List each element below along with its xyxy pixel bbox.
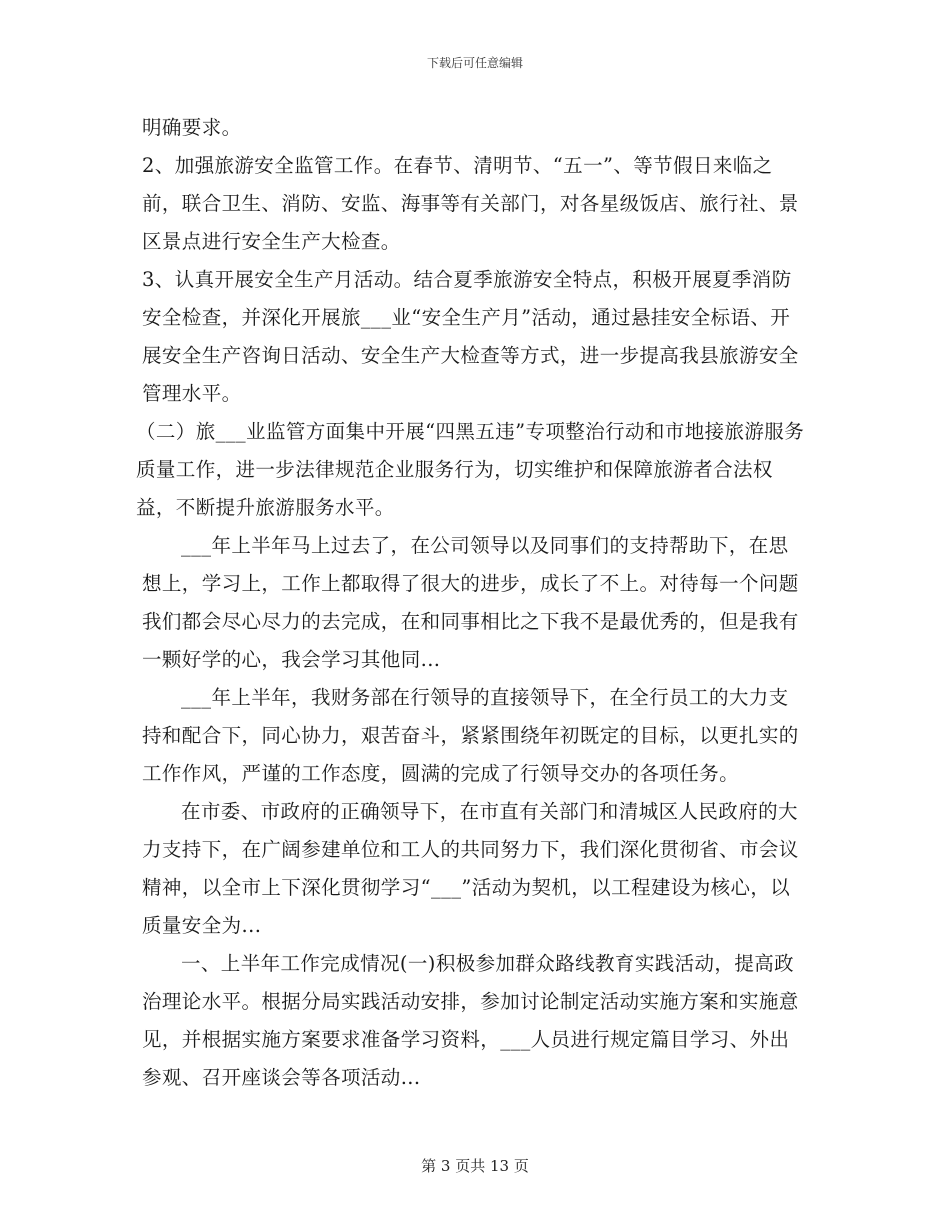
paragraph-continuation: 明确要求。	[142, 116, 242, 139]
paragraph-section-2: （二）旅___业监管方面集中开展“四黑五违”专项整治行动和市地接旅游服务质量工作，进一步法律规范企业服务行为，切实维护和保障旅游者合法权益，不断提升旅游服务水平。	[136, 420, 805, 519]
paragraph-work-completion: 一、上半年工作完成情况(一)积极参加群众路线教育实践活动，提高政治理论水平。根据分局实践活动安排，参加讨论制定活动实施方案和实施意见，并根据实施方案要求准备学习资料，___人员进行规定篇目学习、外出参观、召开座谈会等各项活动...	[142, 952, 799, 1089]
page-footer: 第 3 页共 13 页	[421, 1157, 529, 1175]
paragraph-item-2: 2、加强旅游安全监管工作。在春节、清明节、“五一”、等节假日来临之前，联合卫生、消防、安监、海事等有关部门，对各星级饭店、旅行社、景区景点进行安全生产大检查。	[142, 154, 799, 253]
paragraph-city-leadership: 在市委、市政府的正确领导下，在市直有关部门和清城区人民政府的大力支持下，在广阔参建单位和工人的共同努力下，我们深化贯彻省、市会议精神，以全市上下深化贯彻学习“___”活动为契机，以工程建设为核心，以质量安全为...	[142, 800, 799, 937]
paragraph-item-3: 3、认真开展安全生产月活动。结合夏季旅游安全特点，积极开展夏季消防安全检查，并深化开展旅___业“安全生产月”活动，通过悬挂安全标语、开展安全生产咨询日活动、安全生产大检查等方式，进一步提高我县旅游安全管理水平。	[142, 268, 799, 405]
document-body	[136, 109, 808, 1097]
page-header: 下载后可任意编辑	[426, 56, 523, 70]
paragraph-half-year-summary: ___年上半年马上过去了，在公司领导以及同事们的支持帮助下，在思想上，学习上，工作上都取得了很大的进步，成长了不上。对待每一个问题我们都会尽心尽力的去完成，在和同事相比之下我不是最优秀的，但是我有一颗好学的心，我会学习其他同...	[142, 534, 799, 671]
paragraph-finance-dept: ___年上半年，我财务部在行领导的直接领导下，在全行员工的大力支持和配合下，同心协力，艰苦奋斗，紧紧围绕年初既定的目标，以更扎实的工作作风，严谨的工作态度，圆满的完成了行领导交办的各项任务。	[142, 686, 799, 785]
